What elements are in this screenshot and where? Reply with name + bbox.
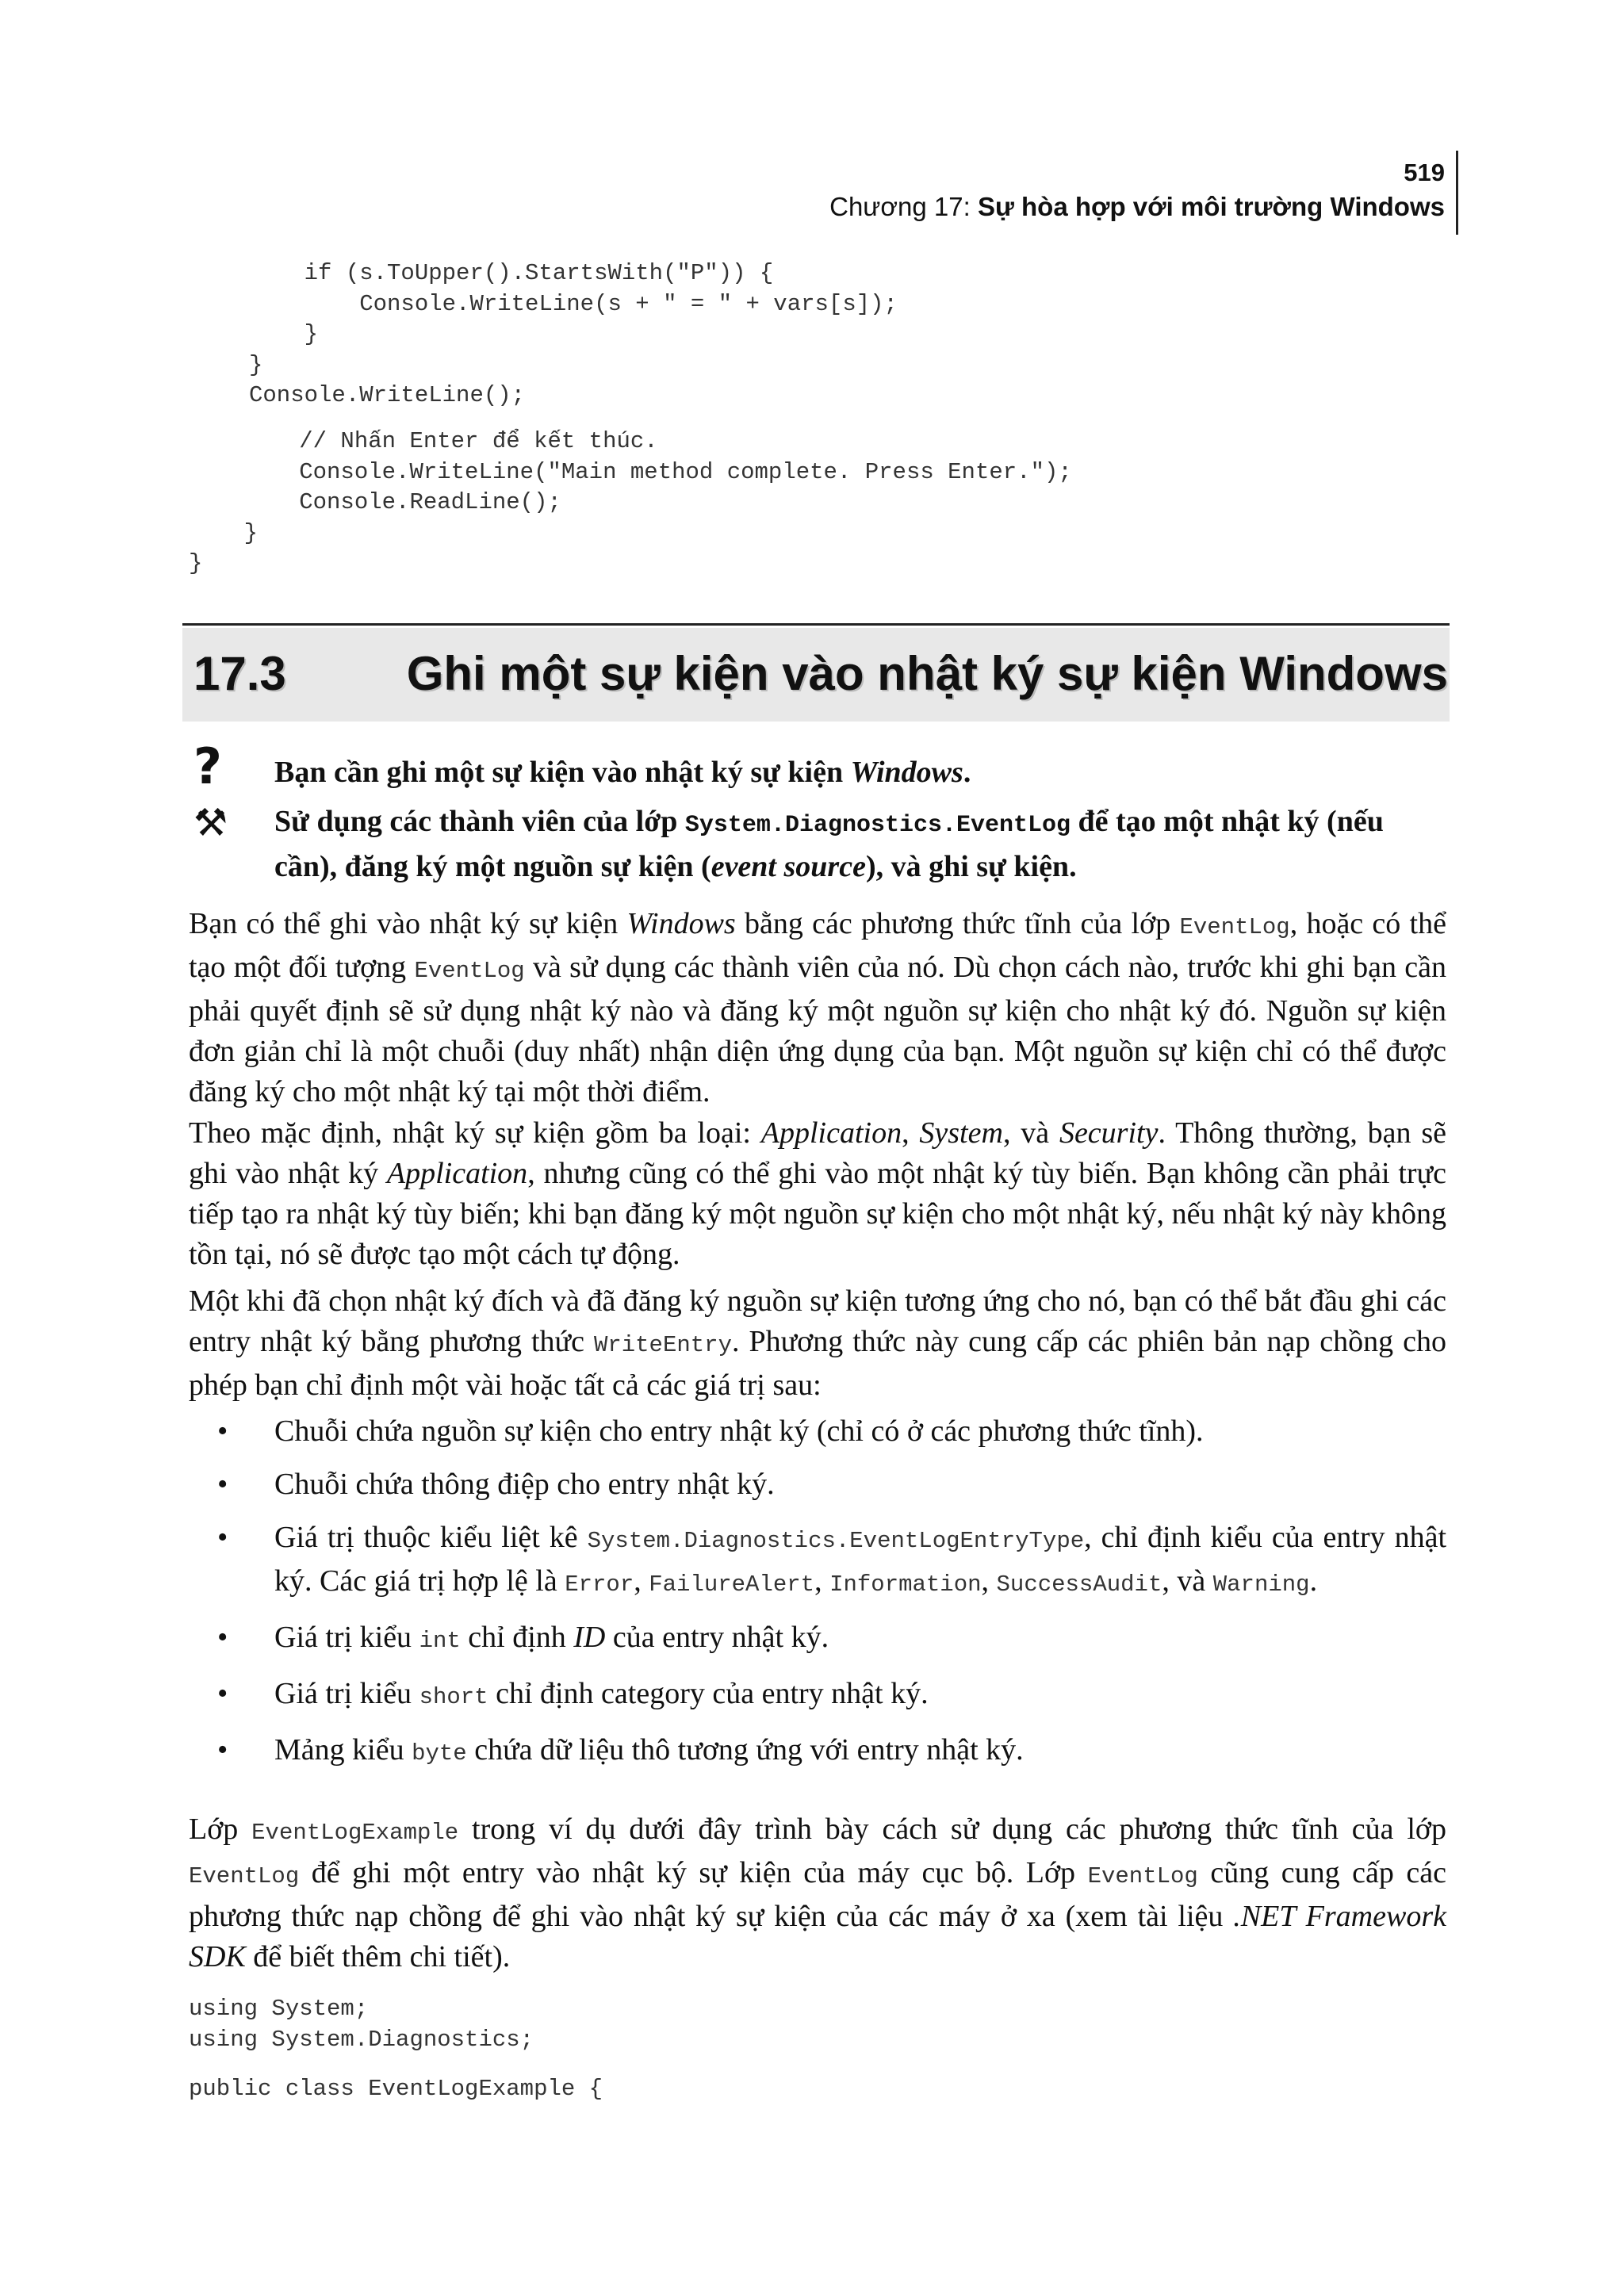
p1-g: và sử dụng các thành viên của nó. Dù chọn cách nào, trước khi ghi bạn cần phải quyết định sẽ sử dụng nhật ký nào và đăng ký một nguồn sự kiện cho nhật ký đó. Nguồn sự kiện đơn giản chỉ là một chuỗi (duy nhất) nhận diện ứng dụng của bạn. Một nguồn sự kiện chỉ có thể được đăng ký cho một nhật ký tại một thời điểm. [189,951,1446,1108]
p4-i: để biết thêm chi tiết). [245,1940,511,1973]
b6-b: byte [412,1740,467,1767]
problem-text-c: . [963,756,971,789]
p4-c: trong ví dụ dưới đây trình bày cách sử dụng các phương thức tĩnh của lớp [458,1813,1446,1846]
b3-k: , và [1162,1564,1213,1598]
p1-c: bằng các phương thức tĩnh của lớp [735,907,1180,940]
chapter-prefix: Chương 17: [829,192,978,221]
section-top-rule [182,623,1450,626]
b3-i: , [981,1564,997,1598]
b3-h: Information [829,1571,982,1598]
b3-b: System.Diagnostics.EventLogEntryType [587,1528,1085,1554]
code-block-bottom-a: using System; using System.Diagnostics; [189,1996,534,2053]
problem-statement [274,752,1446,793]
p2-e: , và [1002,1116,1059,1150]
solution-text-a: Sử dụng các thành viên của lớp [274,805,685,838]
b4-d: ID [573,1621,606,1654]
paragraph-4 [189,1809,1446,1977]
code-block-top-a: if (s.ToUpper().StartsWith("P")) { Console.WriteLine(s + " = " + vars[s]); } } Console.WriteLine(); [249,260,898,408]
list-item [189,1411,1446,1452]
problem-text-b: Windows [850,756,963,789]
section-number: 17.3 [193,647,286,700]
p4-e: để ghi một entry vào nhật ký sự kiện của máy cục bộ. Lớp [299,1856,1088,1889]
b3-d: Error [565,1571,634,1598]
b3-g: , [814,1564,830,1598]
b5-c: chỉ định category của entry nhật ký. [488,1677,929,1710]
p1-d: EventLog [1179,914,1290,940]
code-top-b-text: // Nhấn Enter để kết thúc. Console.WriteLine("Main method complete. Press Enter."); Console.ReadLine(); } } [189,428,1072,576]
p1-b: Windows [626,907,736,940]
header-vertical-rule [1456,151,1458,235]
solution-statement [274,801,1446,887]
p1-e: , hoặc có thể tạo một đối tượng [189,907,1446,984]
list-item [189,1617,1446,1661]
b3-m: . [1309,1564,1318,1598]
p2-b: Application [760,1116,902,1150]
paragraph-1 [189,904,1446,1112]
paragraph-3 [189,1281,1446,1406]
b4-b: int [419,1628,461,1654]
b4-e: của entry nhật ký. [605,1621,829,1654]
p2-i: , nhưng cũng có thể ghi vào một nhật ký tùy biến. Bạn không cần phải trực tiếp tạo ra nhật ký tùy biến; khi bạn đăng ký một nguồn sự kiện cho một nhật ký, nếu nhật ký này không tồn tại, nó sẽ được tạo một cách tự động. [189,1157,1446,1271]
p2-c: , [902,1116,920,1150]
code-block-bottom-b: public class EventLogExample { [189,2076,603,2102]
list-item [189,1518,1446,1605]
b4-a: Giá trị kiểu [274,1621,419,1654]
b1-text: Chuỗi chứa nguồn sự kiện cho entry nhật ký (chỉ có ở các phương thức tĩnh). [274,1414,1204,1448]
b6-c: chứa dữ liệu thô tương ứng với entry nhật ký. [466,1733,1024,1767]
b4-c: chỉ định [460,1621,574,1654]
page-header [829,157,1445,225]
b3-c: , chỉ định kiểu của entry nhật ký. Các giá trị hợp lệ là [274,1521,1447,1598]
b5-a: Giá trị kiểu [274,1677,419,1710]
problem-text-a: Bạn cần ghi một sự kiện vào nhật ký sự kiện [274,756,851,789]
value-list [189,1411,1446,1786]
tools-icon: ⚒ [193,801,228,845]
p1-a: Bạn có thể ghi vào nhật ký sự kiện [189,907,627,940]
question-icon: ? [193,737,222,795]
p2-g: . Thông thường, bạn sẽ ghi vào nhật ký [189,1116,1447,1190]
b3-f: FailureAlert [649,1571,815,1598]
solution-text-b: để tạo một nhật ký (nếu cần), đăng ký một nguồn sự kiện ( [274,805,1384,883]
b6-a: Mảng kiểu [274,1733,412,1767]
solution-text-c: event source [710,850,866,883]
paragraph-2 [189,1113,1446,1275]
p3-b: WriteEntry [593,1332,732,1358]
p4-b: EventLogExample [251,1820,459,1846]
p2-a: Theo mặc định, nhật ký sự kiện gồm ba loại: [189,1116,761,1150]
b3-e: , [634,1564,649,1598]
page-number: 519 [1404,159,1445,186]
b5-b: short [419,1684,488,1710]
code-block-top-b [189,427,1072,580]
p4-f: EventLog [1087,1863,1198,1889]
p2-h: Application [386,1157,528,1190]
chapter-line [829,189,1445,225]
p4-d: EventLog [189,1863,300,1889]
p4-h: .NET Framework SDK [189,1900,1446,1973]
p3-a: Một khi đã chọn nhật ký đích và đã đăng ký nguồn sự kiện tương ứng cho nó, bạn có thể bắt đầu ghi các entry nhật ký bằng phương thức [189,1284,1446,1358]
section-title: Ghi một sự kiện vào nhật ký sự kiện Windows [406,647,1448,700]
p4-g: cũng cung cấp các phương thức nạp chồng để ghi vào nhật ký sự kiện của các máy ở xa (xem tài liệu [189,1856,1446,1933]
p2-d: System [919,1116,1003,1150]
list-item [189,1730,1446,1774]
b2-text: Chuỗi chứa thông điệp cho entry nhật ký. [274,1468,775,1501]
p2-f: Security [1059,1116,1159,1150]
p3-c: . Phương thức này cung cấp các phiên bản nạp chồng cho phép bạn chỉ định một vài hoặc tất cả các giá trị sau: [189,1325,1447,1402]
chapter-title: Sự hòa hợp với môi trường Windows [977,192,1445,221]
b3-l: Warning [1212,1571,1310,1598]
list-item [189,1464,1446,1505]
list-item [189,1674,1446,1717]
b3-j: SuccessAudit [996,1571,1162,1598]
b3-a: Giá trị thuộc kiểu liệt kê [274,1521,588,1554]
p4-a: Lớp [189,1813,252,1846]
p1-f: EventLog [414,958,525,984]
solution-text-d: ), và ghi sự kiện. [865,850,1077,883]
solution-code: System.Diagnostics.EventLog [684,812,1071,839]
